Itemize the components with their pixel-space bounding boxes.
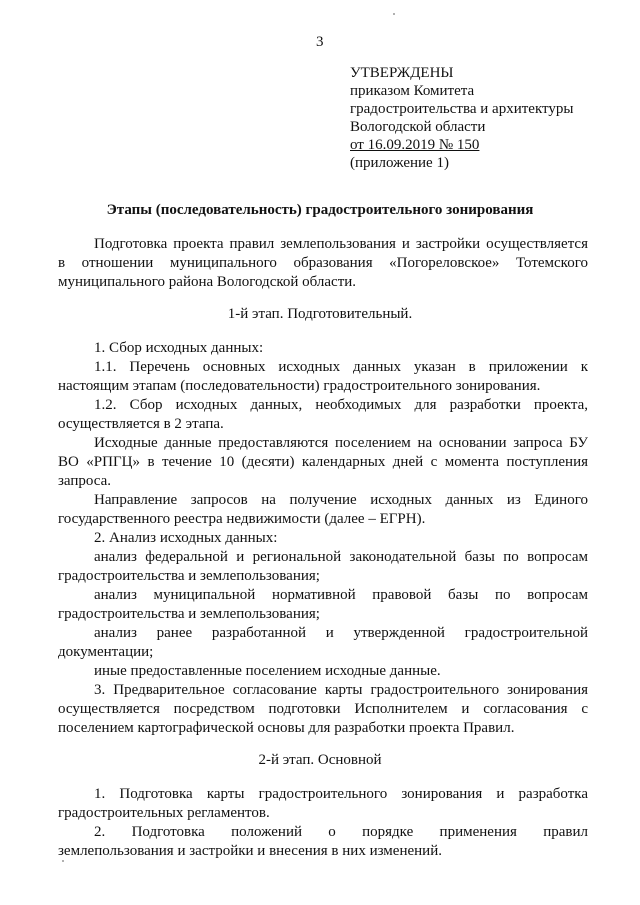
text-line: осуществляется в 2 этапа. (58, 416, 224, 432)
page-number: 3 (316, 34, 324, 50)
text-line: настоящим этапам (последовательности) градостроительного зонирования. (58, 378, 541, 394)
text-line: землепользования и застройки и внесения в них изменений. (58, 843, 442, 859)
text-line: 1.2. Сбор исходных данных, необходимых для разработки проекта, (94, 397, 588, 413)
intro-line: Подготовка проекта правил землепользования и застройки осуществляется (94, 236, 588, 252)
intro-line: муниципального района Вологодской области. (58, 274, 357, 290)
intro-line: в отношении муниципального образования «Погореловское» Тотемского (58, 255, 588, 271)
stage1-heading: 1-й этап. Подготовительный. (227, 306, 413, 322)
approval-line: градостроительства и архитектуры (350, 101, 574, 117)
approval-line: УТВЕРЖДЕНЫ (350, 65, 454, 81)
text-line: анализ ранее разработанной и утвержденной градостроительной (94, 625, 588, 641)
text-line: 3. Предварительное согласование карты градостроительного зонирования (94, 682, 588, 698)
approval-line: Вологодской области (350, 119, 486, 135)
scan-speck (393, 13, 395, 15)
text-line: 2. Подготовка положений о порядке применения правил (94, 824, 588, 840)
text-line: 2. Анализ исходных данных: (94, 530, 278, 546)
scan-speck (62, 860, 64, 862)
text-line: Исходные данные предоставляются поселением на основании запроса БУ (94, 435, 588, 451)
text-line: градостроительства и землепользования; (58, 568, 320, 584)
text-line: иные предоставленные поселением исходные данные. (94, 663, 441, 679)
stage2-heading: 2-й этап. Основной (258, 752, 382, 768)
text-line: запроса. (58, 473, 112, 489)
text-line: 1. Сбор исходных данных: (94, 340, 264, 356)
text-line: 1. Подготовка карты градостроительного зонирования и разработка (94, 786, 588, 802)
text-line: осуществляется посредством подготовки Исполнителем и согласования с (58, 701, 588, 717)
document-title: Этапы (последовательность) градостроительного зонирования (106, 202, 534, 218)
text-line: документации; (58, 644, 154, 660)
approval-order-number: от 16.09.2019 № 150 (350, 137, 480, 153)
text-line: градостроительства и землепользования; (58, 606, 320, 622)
text-line: поселением картографической основы для разработки проекта Правил. (58, 720, 515, 736)
text-line: Направление запросов на получение исходных данных из Единого (94, 492, 588, 508)
approval-line: приказом Комитета (350, 83, 475, 99)
text-line: анализ федеральной и региональной законодательной базы по вопросам (94, 549, 588, 565)
text-line: анализ муниципальной нормативной правовой базы по вопросам (94, 587, 588, 603)
approval-line: (приложение 1) (350, 155, 449, 171)
text-line: государственного реестра недвижимости (далее – ЕГРН). (58, 511, 426, 527)
text-line: ВО «РПГЦ» в течение 10 (десяти) календарных дней с момента поступления (58, 454, 588, 470)
approval-block (350, 64, 573, 172)
text-line: 1.1. Перечень основных исходных данных указан в приложении к (94, 359, 588, 375)
text-line: градостроительных регламентов. (58, 805, 270, 821)
